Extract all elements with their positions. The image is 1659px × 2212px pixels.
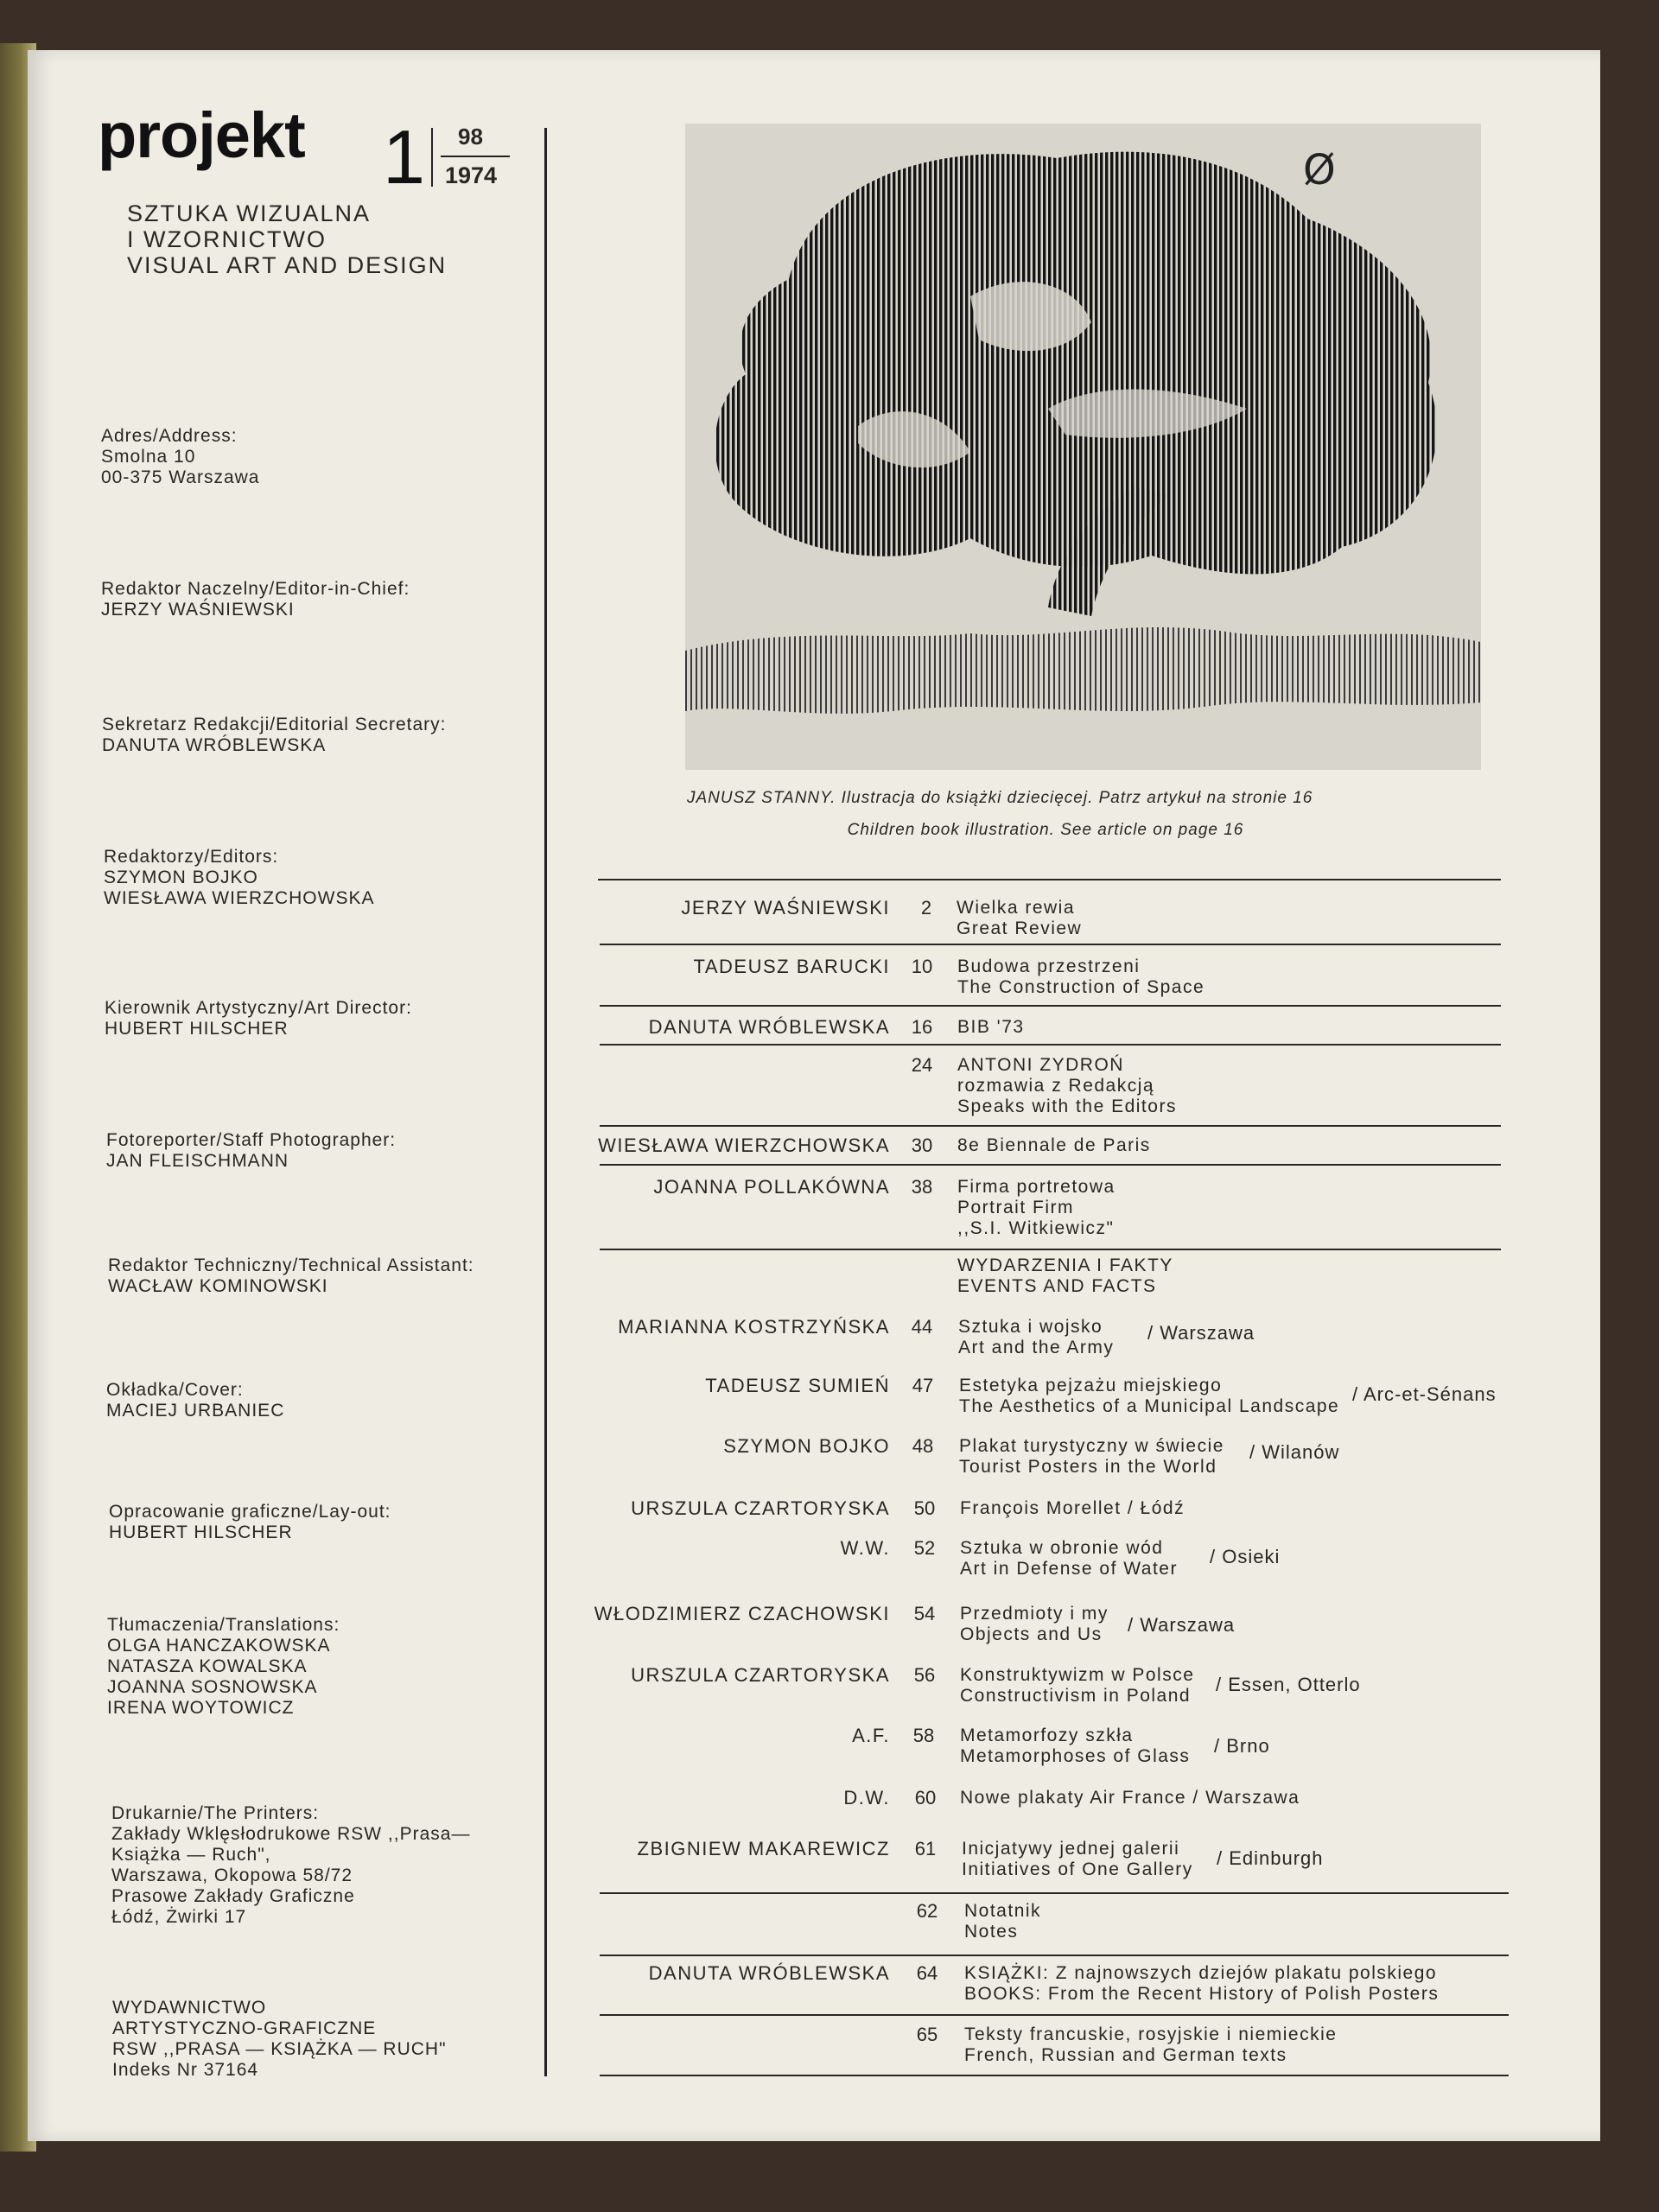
toc-page-number: 30 bbox=[911, 1135, 933, 1156]
toc-title-line: Przedmioty i my bbox=[960, 1604, 1109, 1624]
caption-english: Children book illustration. See article on page 16 bbox=[847, 821, 1244, 839]
subtitle-line: VISUAL ART AND DESIGN bbox=[127, 252, 448, 278]
credit-cover bbox=[106, 1380, 284, 1421]
credit-role: Redaktor Techniczny/Technical Assistant: bbox=[108, 1255, 474, 1275]
toc-rule bbox=[600, 1249, 1501, 1250]
toc-page-number: 58 bbox=[912, 1725, 935, 1746]
toc-title-line: Speaks with the Editors bbox=[957, 1096, 1177, 1116]
toc-title-line: The Aesthetics of a Municipal Landscape bbox=[959, 1396, 1340, 1416]
toc-title-line: Initiatives of One Gallery bbox=[962, 1859, 1193, 1879]
credit-name: OLGA HANCZAKOWSKA bbox=[107, 1636, 331, 1656]
toc-author: DANUTA WRÓBLEWSKA bbox=[648, 1016, 890, 1038]
credit-name: NATASZA KOWALSKA bbox=[107, 1656, 308, 1676]
toc-author: JERZY WAŚNIEWSKI bbox=[681, 897, 890, 918]
toc-author: D.W. bbox=[843, 1787, 890, 1808]
toc-title-line: 8e Biennale de Paris bbox=[957, 1135, 1151, 1155]
toc-place: / Essen, Otterlo bbox=[1216, 1674, 1361, 1695]
toc-author: JOANNA POLLAKÓWNA bbox=[653, 1176, 890, 1198]
credit-name: Indeks Nr 37164 bbox=[112, 2060, 259, 2080]
toc-title-line: Konstruktywizm w Polsce bbox=[960, 1665, 1195, 1685]
credit-role: Kierownik Artystyczny/Art Director: bbox=[105, 998, 412, 1018]
toc-page-number: 48 bbox=[912, 1435, 934, 1457]
toc-rule bbox=[600, 2014, 1509, 2016]
credit-name: Książka — Ruch", bbox=[111, 1845, 271, 1865]
credit-role: Okładka/Cover: bbox=[106, 1380, 244, 1400]
credit-name: Prasowe Zakłady Graficzne bbox=[111, 1886, 355, 1906]
toc-page-number: 24 bbox=[911, 1054, 933, 1076]
toc-title-line: KSIĄŻKI: Z najnowszych dziejów plakatu polskiego bbox=[964, 1963, 1438, 1983]
toc-author: MARIANNA KOSTRZYŃSKA bbox=[618, 1316, 890, 1338]
toc-author: A.F. bbox=[852, 1725, 890, 1746]
toc-rule bbox=[600, 1005, 1501, 1007]
toc-author: ZBIGNIEW MAKAREWICZ bbox=[637, 1838, 890, 1859]
toc-rule bbox=[600, 944, 1501, 945]
toc-title-line: Nowe plakaty Air France / Warszawa bbox=[960, 1788, 1300, 1808]
credit-name: SZYMON BOJKO bbox=[104, 868, 258, 887]
toc-title-line: Tourist Posters in the World bbox=[959, 1457, 1217, 1477]
toc-page-number: 60 bbox=[914, 1787, 937, 1808]
toc-author: DANUTA WRÓBLEWSKA bbox=[648, 1962, 890, 1984]
credit-name: MACIEJ URBANIEC bbox=[106, 1401, 285, 1421]
toc-title-line: Art in Defense of Water bbox=[960, 1559, 1178, 1579]
toc-title-line: François Morellet / Łódź bbox=[960, 1498, 1185, 1518]
credit-role: Redaktorzy/Editors: bbox=[104, 847, 279, 867]
credit-name: HUBERT HILSCHER bbox=[105, 1019, 289, 1039]
toc-title-line: Budowa przestrzeni bbox=[957, 957, 1141, 976]
toc-title-line: Notatnik bbox=[964, 1901, 1042, 1921]
toc-title-line: French, Russian and German texts bbox=[964, 2045, 1287, 2065]
issue-year: 1974 bbox=[445, 162, 498, 188]
toc-author: W.W. bbox=[840, 1537, 890, 1559]
toc-title-line: Inicjatywy jednej galerii bbox=[962, 1839, 1180, 1859]
illustration-caption bbox=[687, 782, 1404, 846]
toc-page-number: 44 bbox=[911, 1316, 933, 1338]
credit-layout bbox=[109, 1502, 391, 1543]
toc-place: / Brno bbox=[1214, 1735, 1270, 1757]
toc-title-line: Great Review bbox=[957, 918, 1083, 938]
credit-name: ARTYSTYCZNO-GRAFICZNE bbox=[112, 2018, 377, 2038]
cover-illustration bbox=[685, 124, 1481, 770]
toc-title bbox=[957, 957, 1205, 998]
toc-title-line: Sztuka i wojsko bbox=[958, 1317, 1103, 1337]
toc-title bbox=[957, 1135, 1151, 1156]
toc-rule bbox=[600, 1892, 1509, 1894]
toc-rule bbox=[600, 1955, 1509, 1956]
tree-illustration bbox=[685, 124, 1481, 770]
toc-page-number: 47 bbox=[912, 1375, 934, 1396]
toc-title-line: ,,S.I. Witkiewicz" bbox=[957, 1218, 1115, 1238]
credit-name: WACŁAW KOMINOWSKI bbox=[108, 1276, 328, 1296]
credit-name: JOANNA SOSNOWSKA bbox=[107, 1677, 318, 1697]
credit-name: Smolna 10 bbox=[101, 447, 196, 467]
toc-title bbox=[960, 1665, 1194, 1707]
toc-place: / Edinburgh bbox=[1217, 1847, 1324, 1869]
toc-page-number: 62 bbox=[916, 1900, 938, 1922]
credit-role: Drukarnie/The Printers: bbox=[111, 1803, 320, 1823]
issue-number: 1 bbox=[383, 114, 425, 200]
toc-author: URSZULA CZARTORYSKA bbox=[631, 1664, 890, 1686]
toc-title-line: Sztuka w obronie wód bbox=[960, 1538, 1164, 1558]
credit-role: Fotoreporter/Staff Photographer: bbox=[106, 1130, 397, 1150]
toc-page-number: 16 bbox=[911, 1016, 933, 1038]
toc-title bbox=[960, 1788, 1300, 1808]
credit-name: IRENA WOYTOWICZ bbox=[107, 1698, 295, 1718]
caption-polish: JANUSZ STANNY. Ilustracja do książki dziecięcej. Patrz artykuł na stronie 16 bbox=[687, 789, 1313, 807]
credit-role: Opracowanie graficzne/Lay-out: bbox=[109, 1502, 391, 1522]
toc-page-number: 65 bbox=[916, 2024, 938, 2045]
magazine-subtitle bbox=[127, 200, 447, 278]
toc-title-line: EVENTS AND FACTS bbox=[957, 1276, 1157, 1296]
credit-role: Redaktor Naczelny/Editor-in-Chief: bbox=[101, 579, 410, 599]
toc-author: WŁODZIMIERZ CZACHOWSKI bbox=[594, 1603, 890, 1624]
toc-title bbox=[957, 1017, 1025, 1038]
toc-title bbox=[964, 2024, 1337, 2066]
credit-translations bbox=[107, 1615, 340, 1719]
toc-page-number: 50 bbox=[913, 1497, 936, 1519]
toc-title-line: Metamorfozy szkła bbox=[960, 1726, 1134, 1745]
toc-title bbox=[957, 898, 1082, 939]
credit-printers bbox=[111, 1803, 470, 1928]
toc-author: TADEUSZ SUMIEŃ bbox=[705, 1375, 890, 1396]
issue-total: 98 bbox=[458, 124, 483, 149]
toc-page-number: 38 bbox=[911, 1176, 933, 1198]
subtitle-line: I WZORNICTWO bbox=[127, 226, 327, 252]
credit-name: WIESŁAWA WIERZCHOWSKA bbox=[104, 888, 375, 908]
toc-title bbox=[959, 1376, 1339, 1417]
toc-title-line: Art and the Army bbox=[958, 1338, 1115, 1357]
toc-rule bbox=[600, 1125, 1501, 1127]
credit-editors bbox=[104, 847, 374, 909]
toc-author: SZYMON BOJKO bbox=[723, 1435, 890, 1457]
toc-title-line: Objects and Us bbox=[960, 1624, 1103, 1644]
credit-technical-assistant bbox=[108, 1255, 474, 1297]
toc-page-number: 10 bbox=[911, 956, 933, 977]
toc-title bbox=[962, 1839, 1193, 1880]
credit-art-director bbox=[105, 998, 412, 1039]
toc-title bbox=[957, 1177, 1116, 1239]
issue-divider bbox=[431, 128, 433, 187]
credit-address bbox=[101, 426, 259, 488]
credit-photographer bbox=[106, 1130, 396, 1172]
toc-title-line: Notes bbox=[964, 1922, 1019, 1942]
toc-title-line: Constructivism in Poland bbox=[960, 1686, 1192, 1706]
toc-rule bbox=[600, 1164, 1501, 1166]
credit-role: Tłumaczenia/Translations: bbox=[107, 1615, 340, 1635]
toc-page-number: 61 bbox=[914, 1838, 937, 1859]
toc-title-line: WYDARZENIA I FAKTY bbox=[957, 1255, 1173, 1275]
toc-title bbox=[959, 1436, 1224, 1478]
toc-title-line: Portrait Firm bbox=[957, 1198, 1074, 1217]
subtitle-line: SZTUKA WIZUALNA bbox=[127, 200, 372, 226]
toc-place: / Warszawa bbox=[1147, 1322, 1255, 1344]
toc-title-line: The Construction of Space bbox=[957, 977, 1205, 997]
credit-role: WYDAWNICTWO bbox=[112, 1998, 267, 2018]
credit-name: JERZY WAŚNIEWSKI bbox=[101, 600, 295, 620]
toc-section-title bbox=[957, 1255, 1173, 1297]
credit-name: Warszawa, Okopowa 58/72 bbox=[111, 1866, 353, 1885]
toc-rule bbox=[600, 1044, 1501, 1046]
toc-author: WIESŁAWA WIERZCHOWSKA bbox=[598, 1135, 890, 1156]
toc-page-number: 52 bbox=[913, 1537, 936, 1559]
toc-place: / Warszawa bbox=[1128, 1614, 1236, 1636]
credit-name: Łódź, Żwirki 17 bbox=[111, 1907, 247, 1927]
toc-place: / Osieki bbox=[1210, 1546, 1281, 1567]
toc-rule bbox=[598, 879, 1501, 880]
toc-place: / Arc-et-Sénans bbox=[1352, 1383, 1497, 1405]
toc-place: / Wilanów bbox=[1249, 1441, 1340, 1463]
toc-title-line: BIB '73 bbox=[957, 1017, 1025, 1037]
credit-role: Adres/Address: bbox=[101, 426, 238, 446]
toc-title-line: Metamorphoses of Glass bbox=[960, 1746, 1191, 1766]
toc-title-line: Wielka rewia bbox=[957, 898, 1076, 918]
toc-title-line: Plakat turystyczny w świecie bbox=[959, 1436, 1224, 1456]
toc-title-line: Teksty francuskie, rosyjskie i niemieckie bbox=[964, 2024, 1338, 2044]
toc-rule bbox=[600, 2075, 1509, 2076]
toc-title bbox=[958, 1317, 1114, 1358]
toc-title bbox=[960, 1726, 1190, 1767]
handwritten-mark: Ø bbox=[1303, 146, 1336, 194]
toc-title-line: ANTONI ZYDROŃ bbox=[957, 1055, 1124, 1075]
credit-name: Zakłady Wklęsłodrukowe RSW ,,Prasa— bbox=[111, 1824, 471, 1844]
toc-title-line: Estetyka pejzażu miejskiego bbox=[959, 1376, 1223, 1395]
toc-title bbox=[957, 1055, 1177, 1117]
toc-title bbox=[960, 1604, 1109, 1645]
toc-author: TADEUSZ BARUCKI bbox=[693, 956, 890, 977]
credit-publisher bbox=[112, 1998, 447, 2081]
credit-role: Sekretarz Redakcji/Editorial Secretary: bbox=[102, 715, 447, 734]
column-divider bbox=[544, 128, 547, 2076]
toc-title-line: BOOKS: From the Recent History of Polish Posters bbox=[964, 1984, 1440, 2004]
toc-title bbox=[964, 1901, 1041, 1942]
credit-name: 00-375 Warszawa bbox=[101, 467, 260, 487]
credit-editorial-secretary bbox=[102, 715, 446, 756]
toc-title-line: Firma portretowa bbox=[957, 1177, 1116, 1197]
toc-page-number: 64 bbox=[916, 1962, 938, 1984]
credit-name: RSW ,,PRASA — KSIĄŻKA — RUCH" bbox=[112, 2039, 447, 2059]
credit-name: JAN FLEISCHMANN bbox=[106, 1151, 289, 1171]
credit-name: HUBERT HILSCHER bbox=[109, 1522, 293, 1542]
issue-rule bbox=[441, 156, 510, 157]
toc-title bbox=[960, 1538, 1178, 1580]
magazine-logo: projekt bbox=[98, 99, 305, 171]
credit-editor-in-chief bbox=[101, 579, 410, 620]
toc-title bbox=[964, 1963, 1439, 2005]
toc-author: URSZULA CZARTORYSKA bbox=[631, 1497, 890, 1519]
toc-page-number: 56 bbox=[913, 1664, 936, 1686]
credit-name: DANUTA WRÓBLEWSKA bbox=[102, 735, 327, 755]
toc-title-line: rozmawia z Redakcją bbox=[957, 1076, 1155, 1096]
toc-title bbox=[960, 1498, 1185, 1519]
toc-page-number: 54 bbox=[913, 1603, 936, 1624]
toc-page-number: 2 bbox=[920, 897, 932, 918]
